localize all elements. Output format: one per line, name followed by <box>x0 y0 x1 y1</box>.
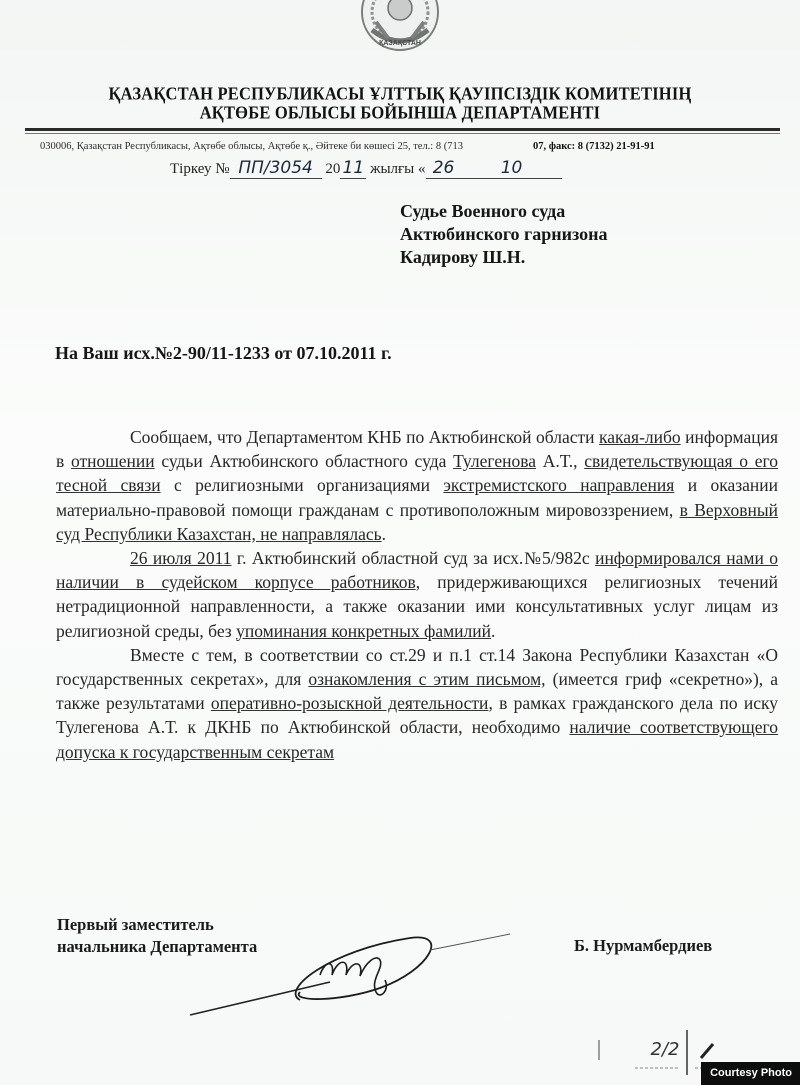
state-emblem-icon <box>342 0 458 64</box>
p1-underline-6: в Верховный суд Республики Казахстан, не направлялась <box>56 499 778 544</box>
position-line-1: Первый заместитель <box>57 915 214 934</box>
p1-underline-5: экстремистского направления <box>443 475 675 496</box>
year-label: жылғы « <box>370 161 426 177</box>
reg-day: 26 <box>426 158 462 179</box>
p2-underline-2: информировался нами о наличии в судейском корпусе работников <box>56 548 778 593</box>
p1-text-b: информация в <box>56 427 778 472</box>
stamp-handwriting: 2/2 <box>650 1039 680 1060</box>
p1-text-f: и оказании материально-правовой помощи гражданам с противоположным мировоззрением, <box>56 475 778 520</box>
p3-underline-1: ознакомления с этим письмом, <box>308 669 546 690</box>
position-line-2: начальника Департамента <box>57 937 258 956</box>
p1-underline-4: свидетельствующая о его тесной связи <box>56 451 779 496</box>
p2-text-c: . <box>491 620 496 641</box>
registration-line <box>170 158 562 179</box>
org-title-line-2: АҚТӨБЕ ОБЛЫСЫ БОЙЫНША ДЕПАРТАМЕНТІ <box>199 102 601 123</box>
letterhead-rule-thin <box>25 133 780 134</box>
p2-text-b: , придерживающихся религиозных течений нетрадиционной направленности, а также оказании ими консультативных услуг лицам из религиозной среды, без <box>56 572 778 641</box>
p1-text-g: . <box>381 523 387 544</box>
reference-line: На Ваш исх.№2-90/11-1233 от 07.10.2011 г. <box>55 343 392 363</box>
p1-underline-1: какая-либо <box>599 427 681 447</box>
letter-body <box>56 425 778 764</box>
paragraph-3 <box>56 643 778 764</box>
p2-text-a: г. Актюбинский областной суд за исх.№5/982с <box>231 548 596 569</box>
handwritten-signature <box>180 930 520 1020</box>
letterhead-address <box>40 141 800 152</box>
addressee-line-2: Актюбинского гарнизона <box>400 224 608 244</box>
addressee-block <box>400 200 607 269</box>
paragraph-1 <box>56 425 778 546</box>
p3-underline-2: оперативно-розыскной деятельности <box>210 693 489 714</box>
p3-underline-3: наличие соответствующего допуска к государственным секретам <box>56 717 778 762</box>
paragraph-2 <box>56 546 778 643</box>
photo-credit-badge: Courtesy Photo <box>701 1062 800 1085</box>
p3-text-c: , в рамках гражданского дела по иску Тулегенова А.Т. к ДКНБ по Актюбинской области, необходимо <box>56 693 778 738</box>
p1-text-a: Сообщаем, что Департаментом КНБ по Актюбинской области <box>130 427 600 447</box>
p3-text-a: Вместе с тем, в соответствии со ст.29 и п.1 ст.14 Закона Республики Казахстан «О государственных секретах», для <box>56 644 778 690</box>
p2-underline-3: упоминания конкретных фамилий <box>236 620 492 641</box>
p1-text-c: судьи Актюбинского областного суда <box>154 451 454 472</box>
p1-text-d: А.Т., <box>536 451 585 472</box>
reg-month: 10 <box>462 158 562 179</box>
address-text: 030006, Қазақстан Республикасы, Ақтөбе облысы, Ақтөбе қ., Әйтеке би көшесі 25, тел.: 8 (713 <box>40 141 463 152</box>
year-suffix: 11 <box>340 158 366 179</box>
reg-label: Тіркеу № <box>170 161 230 177</box>
org-title-line-1: ҚАЗАҚСТАН РЕСПУБЛИКАСЫ ҰЛТТЫҚ ҚАУІПСІЗДІК КОМИТЕТІНІҢ <box>108 83 692 104</box>
p1-underline-2: отношении <box>70 451 155 472</box>
p3-text-b: (имеется гриф «секретно»), а также результатами <box>56 669 778 714</box>
letterhead-rule <box>25 128 780 131</box>
p1-underline-3: Тулегенова <box>453 451 537 472</box>
addressee-line-3: Кадирову Ш.Н. <box>400 247 526 267</box>
fax-text: 07, факс: 8 (7132) 21-91-91 <box>532 141 655 152</box>
signer-name: Б. Нурмамбердиев <box>574 936 713 955</box>
addressee-line-1: Судье Военного суда <box>400 201 566 221</box>
year-prefix: 20 <box>325 161 341 177</box>
reg-number: ПП/3054 <box>230 158 322 179</box>
emblem-lettering: ҚАЗАҚСТАН <box>379 40 421 47</box>
p2-underline-1: 26 июля 2011 <box>130 548 232 569</box>
p1-text-e: с религиозными организациями <box>160 475 444 496</box>
